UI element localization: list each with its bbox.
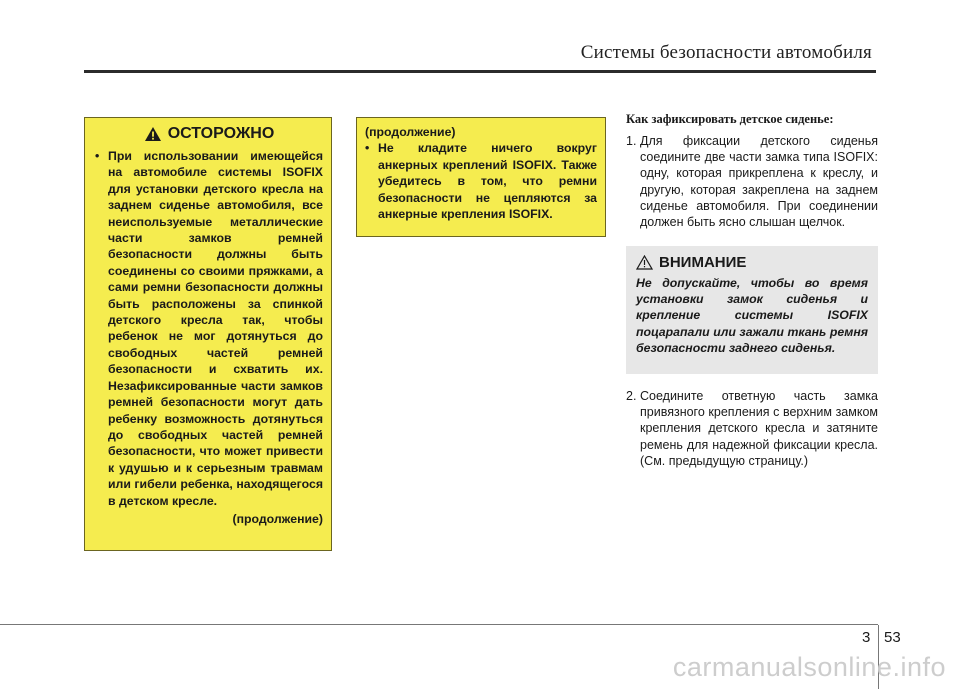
- note-text: Не допускайте, чтобы во время установки замок сиденья и крепление системы ISOFIX поцарапали или зажали ткань ремня безопасности заднего сиденья.: [636, 276, 868, 355]
- warning-box: [84, 117, 332, 551]
- bullet-dot: •: [365, 141, 370, 156]
- warning-text: При использовании имеющейся на автомобиле системы ISOFIX для установки детского кресла на заднем сиденье автомобиля, все неиспользуемые металлические части замков ремней безопасности должны быть соединены со своими пряжками, а сами ремни безопасности должны быть расположены за спинкой детского кресла так, чтобы ребенок не мог дотянуться до свободных частей ремней безопасности и схватить их. Незафиксированные части замков ремней безопасности могут дать ребенку возможность дотянуться до свободных частей ремней безопасности, что может привести к удушью и к серьезным травмам или гибели ребенка, находящегося в детском кресле.: [108, 149, 323, 508]
- note-title-text: ВНИМАНИЕ: [659, 254, 747, 271]
- watermark: carmanualsonline.info: [672, 652, 946, 682]
- instructions-column: [626, 112, 878, 230]
- caution-triangle-icon: [636, 255, 653, 270]
- step-2-number: 2.: [626, 389, 637, 403]
- continued-label: (продолжение): [365, 125, 456, 139]
- header-rule: [84, 70, 876, 73]
- step-1-text: Для фиксации детского сиденья соедините две части замка типа ISOFIX: одну, которая прикреплена к креслу, и другую, которая закреплена на заднем сиденье автомобиля. При соединении должен быть ясно слышан щелчок.: [640, 134, 878, 230]
- note-box: [626, 246, 878, 374]
- warning-continued: (продолжение): [232, 511, 323, 526]
- note-title: [636, 254, 868, 271]
- warning-title: [95, 125, 323, 143]
- instructions-heading: Как зафиксировать детское сиденье:: [626, 112, 834, 126]
- footer-rule: [0, 624, 878, 625]
- step-2-block: [626, 388, 878, 469]
- continued-bullet: [365, 140, 597, 222]
- warning-triangle-icon: [144, 126, 162, 142]
- section-title: Системы безопасности автомобиля: [580, 42, 872, 63]
- warning-bullet: [95, 148, 323, 509]
- step-2-text: Соедините ответную часть замка привязного крепления с верхним замком крепления детского кресла и затяните ремень для надежной фиксации кресла. (См. предыдущую страницу.): [640, 389, 878, 468]
- continued-warning-box: [356, 117, 606, 237]
- continued-text: Не кладите ничего вокруг анкерных креплений ISOFIX. Также убедитесь в том, что ремни безопасности не цепляются за анкерные крепления ISOFIX.: [378, 141, 597, 222]
- bullet-dot: •: [95, 149, 100, 163]
- step-2: [626, 388, 878, 469]
- step-1: [626, 133, 878, 230]
- warning-title-text: ОСТОРОЖНО: [167, 125, 275, 142]
- page-number: 53: [884, 629, 901, 646]
- step-1-number: 1.: [626, 134, 637, 148]
- chapter-number: 3: [862, 629, 871, 646]
